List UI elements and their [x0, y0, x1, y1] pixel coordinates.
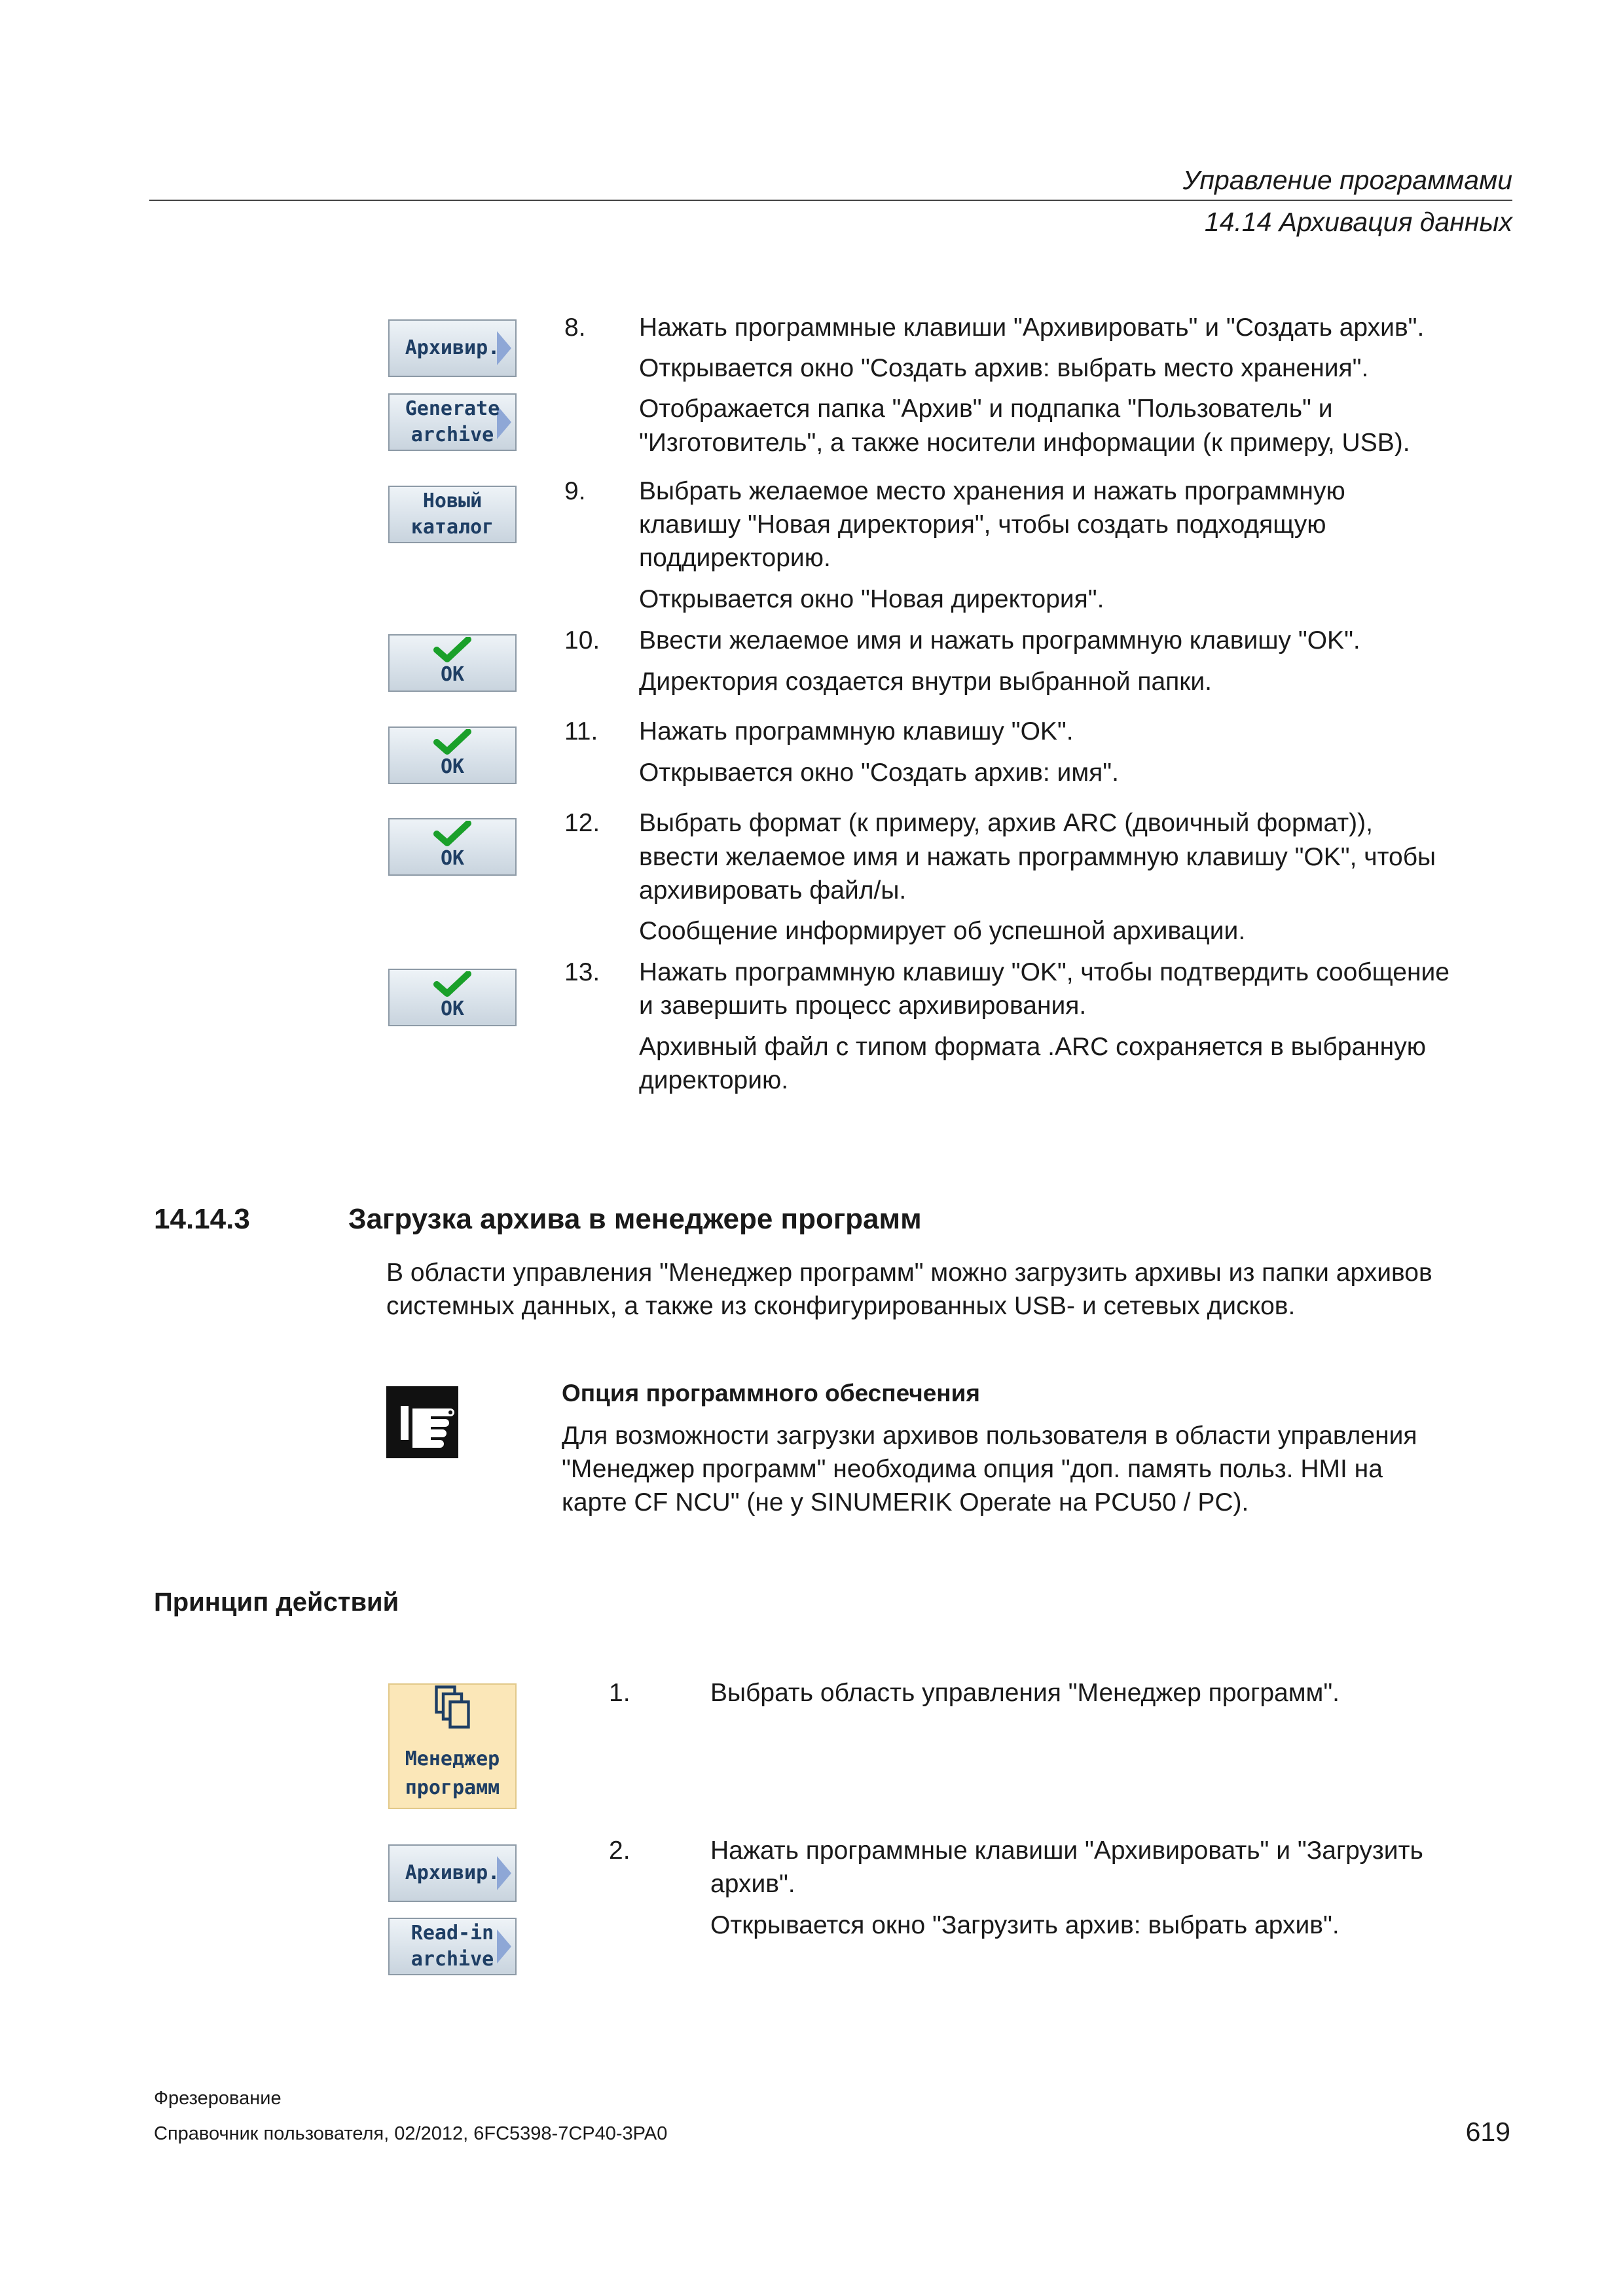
documents-icon: [431, 1685, 473, 1731]
header-rule: [149, 200, 1512, 201]
section-intro: системных данных, а также из сконфигурированных USB- и сетевых дисков.: [386, 1292, 1296, 1320]
step-result: Открывается окно "Новая директория".: [639, 585, 1104, 613]
page-number: 619: [1465, 2117, 1510, 2147]
step-instruction: ввести желаемое имя и нажать программную клавишу "OK", чтобы: [639, 843, 1436, 871]
footer-product: Фрезерование: [154, 2088, 282, 2109]
new-directory-softkey[interactable]: Новый каталог: [388, 486, 517, 543]
step-instruction: архивировать файл/ы.: [639, 876, 907, 905]
step-instruction: Нажать программную клавишу "OK", чтобы подтвердить сообщение: [639, 958, 1450, 986]
step-result: Открывается окно "Создать архив: выбрать место хранения".: [639, 354, 1369, 382]
step-result: Директория создается внутри выбранной папки.: [639, 668, 1212, 696]
step-instruction: Выбрать желаемое место хранения и нажать программную: [639, 477, 1345, 505]
header-section: 14.14 Архивация данных: [1204, 207, 1512, 237]
step-instruction: Выбрать область управления "Менеджер программ".: [710, 1679, 1340, 1707]
subsection-title: Принцип действий: [154, 1588, 399, 1617]
footer-manual: Справочник пользователя, 02/2012, 6FC5398-7CP40-3PA0: [154, 2123, 668, 2144]
archive-softkey[interactable]: Архивир.: [388, 1844, 517, 1902]
step-result: "Изготовитель", а также носители информации (к примеру, USB).: [639, 429, 1410, 457]
checkmark-icon: [431, 821, 473, 847]
step-number: 2.: [609, 1837, 630, 1865]
note-text: "Менеджер программ" необходима опция "доп. память польз. HMI на: [562, 1455, 1383, 1483]
step-result: Открывается окно "Создать архив: имя".: [639, 759, 1119, 787]
checkmark-icon: [431, 729, 473, 755]
step-number: 10.: [564, 626, 600, 655]
checkmark-icon: [431, 971, 473, 997]
arrow-right-icon: [497, 1929, 511, 1964]
step-instruction: Нажать программные клавиши "Архивировать" и "Загрузить: [710, 1837, 1423, 1865]
step-instruction: Нажать программную клавишу "OK".: [639, 717, 1074, 745]
step-instruction: и завершить процесс архивирования.: [639, 992, 1087, 1020]
step-number: 13.: [564, 958, 600, 986]
section-number: 14.14.3: [154, 1203, 250, 1235]
ok-softkey[interactable]: OK: [388, 969, 517, 1026]
step-number: 1.: [609, 1679, 630, 1707]
step-number: 9.: [564, 477, 586, 505]
generate-archive-softkey[interactable]: Generate archive: [388, 393, 517, 451]
step-result: Отображается папка "Архив" и подпапка "Пользователь" и: [639, 395, 1333, 423]
step-result: Сообщение информирует об успешной архивации.: [639, 917, 1246, 945]
step-instruction: Ввести желаемое имя и нажать программную клавишу "OK".: [639, 626, 1360, 655]
section-title: Загрузка архива в менеджере программ: [348, 1203, 922, 1235]
step-result: директорию.: [639, 1066, 789, 1094]
header-chapter: Управление программами: [1182, 165, 1512, 195]
step-number: 8.: [564, 314, 586, 342]
ok-softkey[interactable]: OK: [388, 818, 517, 876]
step-instruction: поддиректорию.: [639, 544, 831, 572]
note-text: карте CF NCU" (не у SINUMERIK Operate на PCU50 / PC).: [562, 1488, 1249, 1516]
ok-softkey[interactable]: OK: [388, 634, 517, 692]
step-result: Архивный файл с типом формата .ARC сохраняется в выбранную: [639, 1033, 1426, 1061]
step-result: Открывается окно "Загрузить архив: выбрать архив".: [710, 1911, 1340, 1939]
step-instruction: Выбрать формат (к примеру, архив ARC (двоичный формат)),: [639, 809, 1373, 837]
step-number: 11.: [564, 717, 598, 745]
step-number: 12.: [564, 809, 600, 837]
program-manager-key[interactable]: Менеджер программ: [388, 1683, 517, 1809]
archive-softkey[interactable]: Архивир.: [388, 319, 517, 377]
ok-softkey[interactable]: OK: [388, 726, 517, 784]
read-in-archive-softkey[interactable]: Read-in archive: [388, 1918, 517, 1975]
note-text: Для возможности загрузки архивов пользователя в области управления: [562, 1422, 1417, 1450]
checkmark-icon: [431, 637, 473, 663]
step-instruction: клавишу "Новая директория", чтобы создать подходящую: [639, 511, 1326, 539]
section-intro: В области управления "Менеджер программ" можно загрузить архивы из папки архивов: [386, 1259, 1432, 1287]
step-instruction: Нажать программные клавиши "Архивировать" и "Создать архив".: [639, 314, 1425, 342]
step-instruction: архив".: [710, 1870, 795, 1898]
pointing-hand-icon: [386, 1386, 458, 1458]
note-title: Опция программного обеспечения: [562, 1380, 980, 1407]
